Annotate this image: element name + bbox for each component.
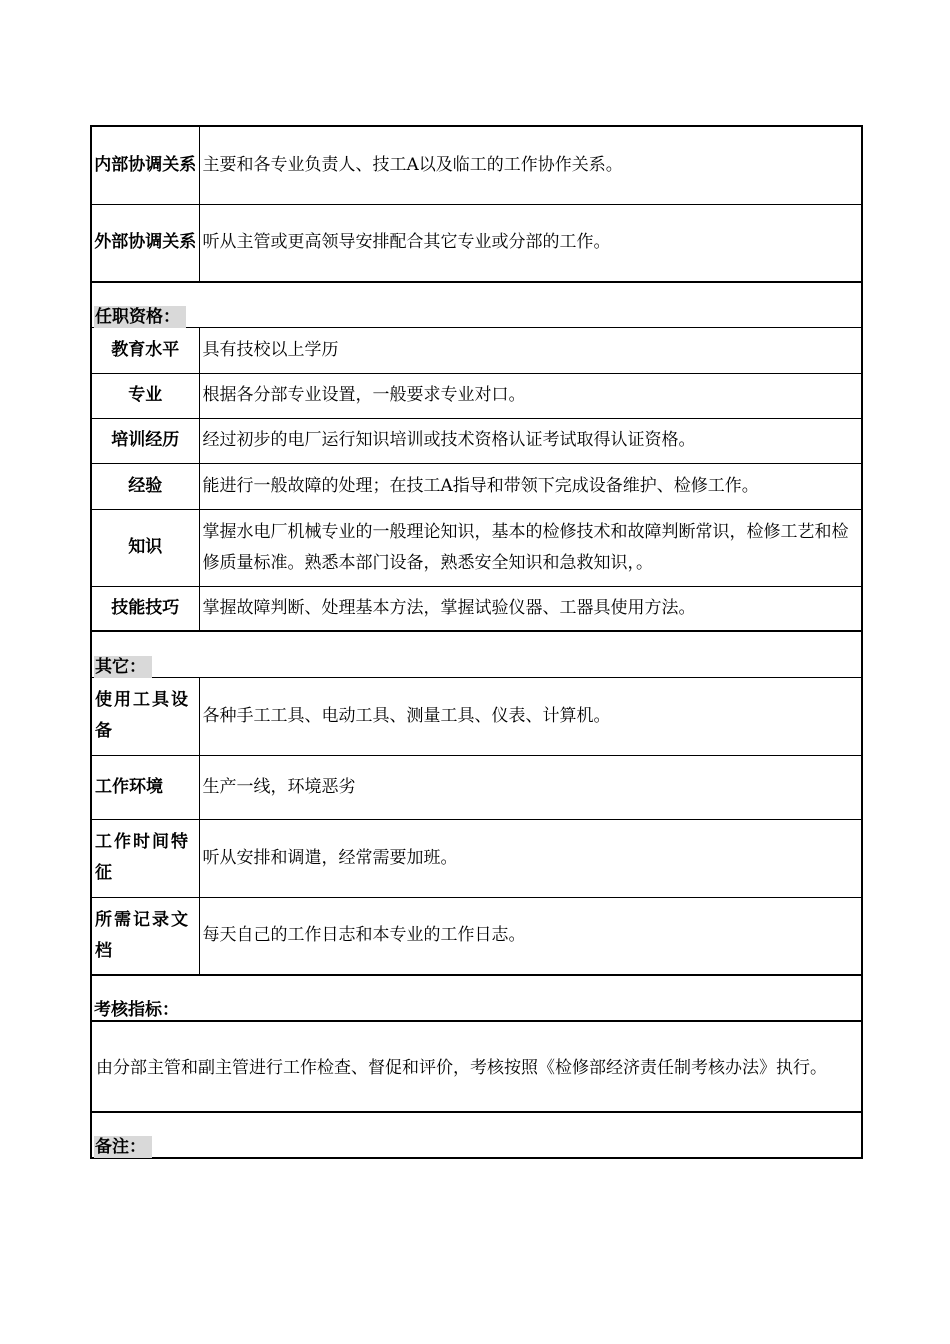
row-label-knowledge: 知识 <box>91 509 199 586</box>
row-label-work-time: 工作时间特征 <box>91 819 199 897</box>
row-value-training: 经过初步的电厂运行知识培训或技术资格认证考试取得认证资格。 <box>199 418 862 463</box>
assessment-text: 由分部主管和副主管进行工作检查、督促和评价，考核按照《检修部经济责任制考核办法》执行。 <box>91 1021 862 1112</box>
row-label-skills: 技能技巧 <box>91 586 199 631</box>
table-row <box>91 509 862 586</box>
table-row <box>91 819 862 897</box>
table-row <box>91 327 862 373</box>
row-value-external-coordination: 听从主管或更高领导安排配合其它专业或分部的工作。 <box>199 204 862 282</box>
row-label-records: 所需记录文档 <box>91 897 199 975</box>
row-label-education: 教育水平 <box>91 327 199 373</box>
row-label-internal-coordination: 内部协调关系 <box>91 126 199 204</box>
table-row <box>91 126 862 204</box>
table-row <box>91 897 862 975</box>
section-title: 考核指标： <box>94 1000 179 1020</box>
row-value-major: 根据各分部专业设置，一般要求专业对口。 <box>199 373 862 418</box>
row-label-experience: 经验 <box>91 463 199 509</box>
section-title: 其它： <box>94 656 152 678</box>
section-title: 备注： <box>94 1136 152 1158</box>
row-label-external-coordination: 外部协调关系 <box>91 204 199 282</box>
table-row <box>91 1021 862 1112</box>
table-row <box>91 418 862 463</box>
row-value-tools: 各种手工工具、电动工具、测量工具、仪表、计算机。 <box>199 677 862 755</box>
row-value-records: 每天自己的工作日志和本专业的工作日志。 <box>199 897 862 975</box>
row-value-education: 具有技校以上学历 <box>199 327 862 373</box>
row-value-environment: 生产一线，环境恶劣 <box>199 755 862 819</box>
section-header-remarks <box>91 1112 862 1158</box>
section-header-assessment <box>91 975 862 1021</box>
section-title: 任职资格： <box>94 306 186 328</box>
row-value-work-time: 听从安排和调遣，经常需要加班。 <box>199 819 862 897</box>
row-label-training: 培训经历 <box>91 418 199 463</box>
row-value-knowledge: 掌握水电厂机械专业的一般理论知识，基本的检修技术和故障判断常识，检修工艺和检修质量标准。熟悉本部门设备，熟悉安全知识和急救知识，。 <box>199 509 862 586</box>
table-row <box>91 463 862 509</box>
job-description-table <box>90 125 863 1159</box>
section-header-other <box>91 631 862 677</box>
table-row <box>91 677 862 755</box>
table-row <box>91 204 862 282</box>
row-label-environment: 工作环境 <box>91 755 199 819</box>
row-label-tools: 使用工具设备 <box>91 677 199 755</box>
table-row <box>91 373 862 418</box>
row-value-skills: 掌握故障判断、处理基本方法，掌握试验仪器、工器具使用方法。 <box>199 586 862 631</box>
table-row <box>91 586 862 631</box>
table-row <box>91 755 862 819</box>
row-label-major: 专业 <box>91 373 199 418</box>
row-value-experience: 能进行一般故障的处理；在技工A指导和带领下完成设备维护、检修工作。 <box>199 463 862 509</box>
section-header-qualifications <box>91 282 862 327</box>
row-value-internal-coordination: 主要和各专业负责人、技工A以及临工的工作协作关系。 <box>199 126 862 204</box>
